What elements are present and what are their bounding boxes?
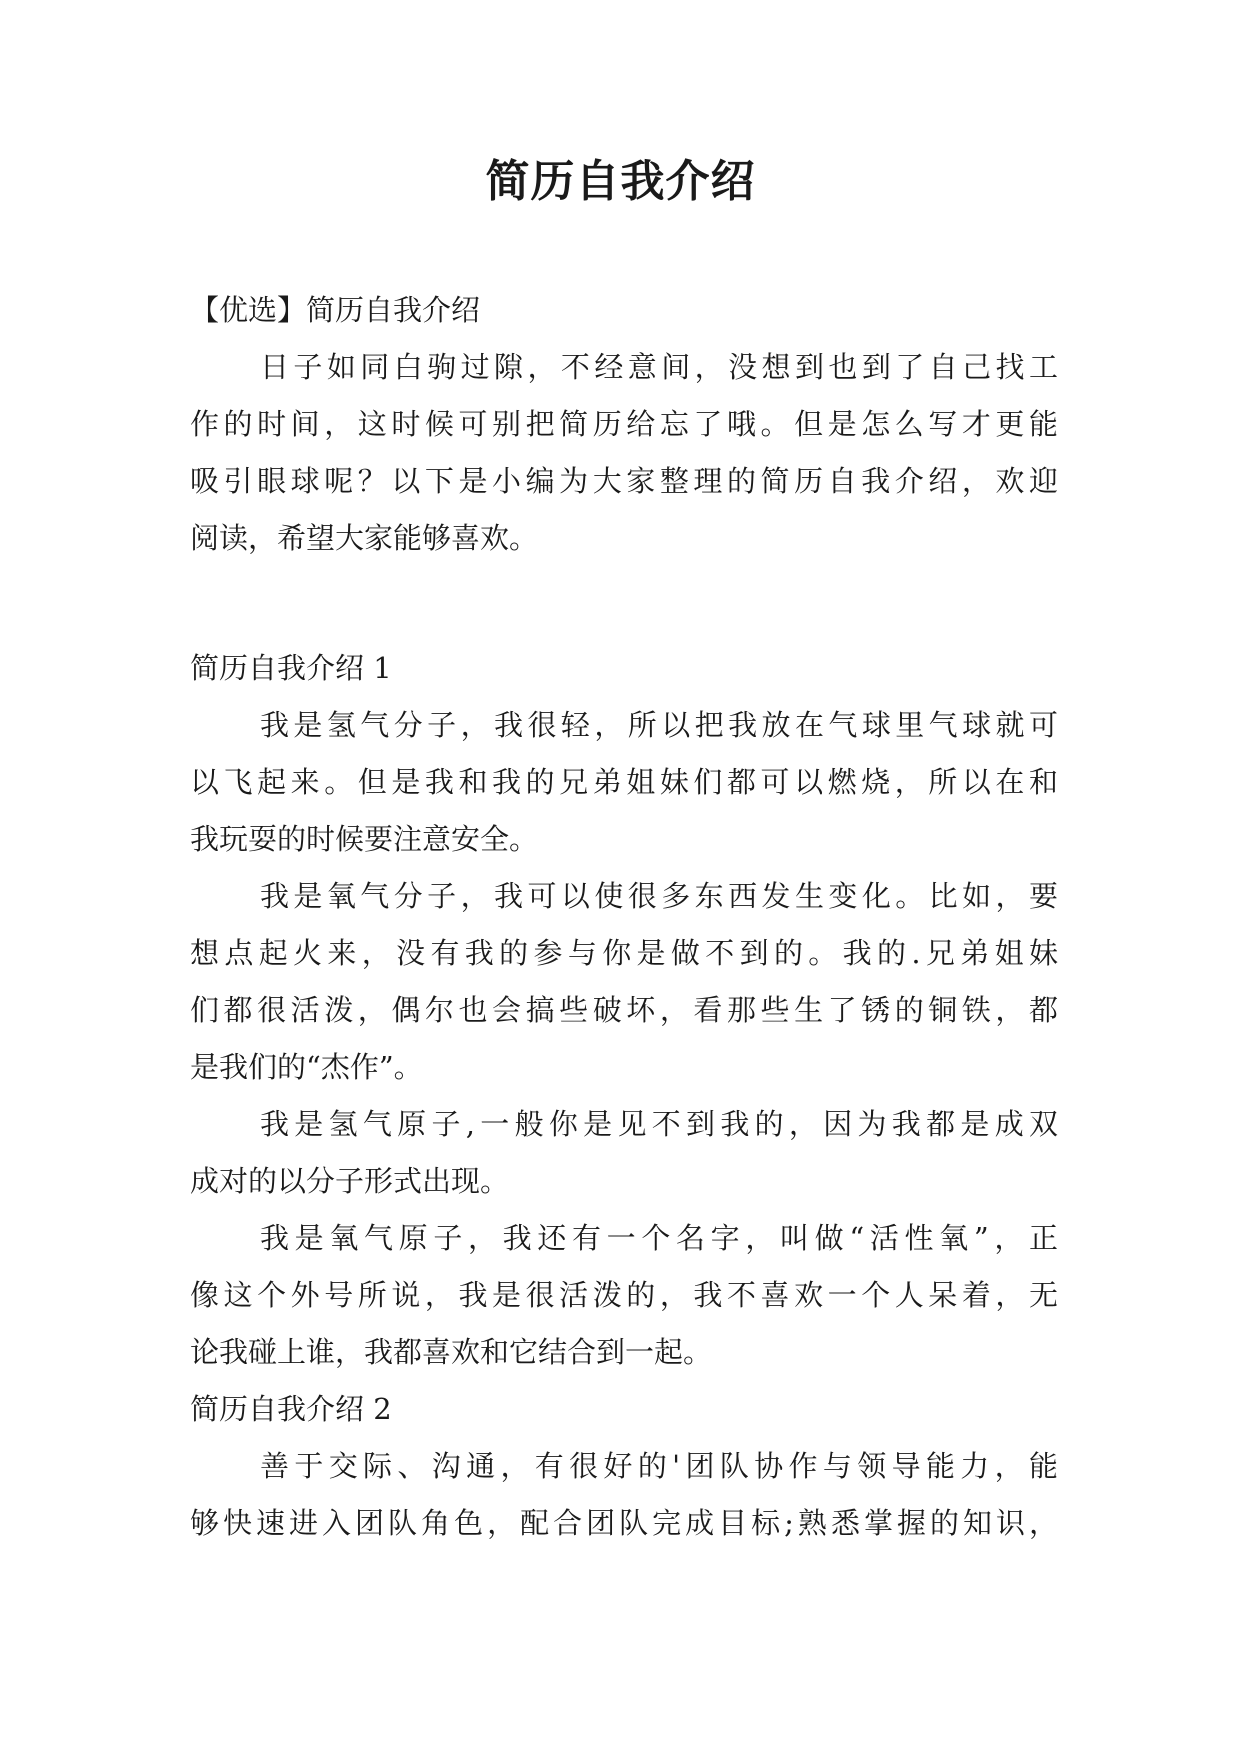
- paragraph-line: 我玩耍的时候要注意安全。: [190, 822, 539, 856]
- paragraph-line: 我是氢气分子，我很轻，所以把我放在气球里气球就可: [260, 708, 1058, 742]
- paragraph-line: 作的时间，这时候可别把简历给忘了哦。但是怎么写才更能: [190, 407, 1058, 441]
- paragraph-line: 论我碰上谁，我都喜欢和它结合到一起。: [190, 1335, 713, 1369]
- paragraph-line: 想点起火来，没有我的参与你是做不到的。我的.兄弟姐妹: [190, 936, 1058, 970]
- paragraph-line: 阅读，希望大家能够喜欢。: [190, 521, 539, 555]
- paragraph-line: 够快速进入团队角色，配合团队完成目标;熟悉掌握的知识，: [190, 1506, 1058, 1540]
- section-spacer: [190, 567, 1058, 640]
- paragraph-line: 我是氧气原子，我还有一个名字，叫做“活性氧”，正: [260, 1221, 1058, 1255]
- paragraph-line: 日子如同白驹过隙，不经意间，没想到也到了自己找工: [260, 350, 1058, 384]
- paragraph-line: 吸引眼球呢？以下是小编为大家整理的简历自我介绍，欢迎: [190, 464, 1058, 498]
- paragraph-line: 善于交际、沟通，有很好的'团队协作与领导能力，能: [260, 1449, 1058, 1483]
- paragraph-line: 我是氢气原子,一般你是见不到我的，因为我都是成双: [260, 1107, 1058, 1141]
- paragraph-line: 以飞起来。但是我和我的兄弟姐妹们都可以燃烧，所以在和: [190, 765, 1058, 799]
- section-heading-2: 简历自我介绍 2: [190, 1392, 392, 1426]
- paragraph-line: 像这个外号所说，我是很活泼的，我不喜欢一个人呆着，无: [190, 1278, 1058, 1312]
- paragraph-line: 是我们的“杰作”。: [190, 1050, 423, 1084]
- paragraph-line: 们都很活泼，偶尔也会搞些破坏，看那些生了锈的铜铁，都: [190, 993, 1058, 1027]
- document-body: [190, 282, 1058, 1552]
- paragraph-line: 我是氧气分子，我可以使很多东西发生变化。比如，要: [260, 879, 1058, 913]
- paragraph-line: 成对的以分子形式出现。: [190, 1164, 510, 1198]
- document-title: 简历自我介绍: [485, 156, 756, 207]
- intro-heading: 【优选】简历自我介绍: [190, 293, 481, 327]
- section-heading-1: 简历自我介绍 1: [190, 651, 392, 685]
